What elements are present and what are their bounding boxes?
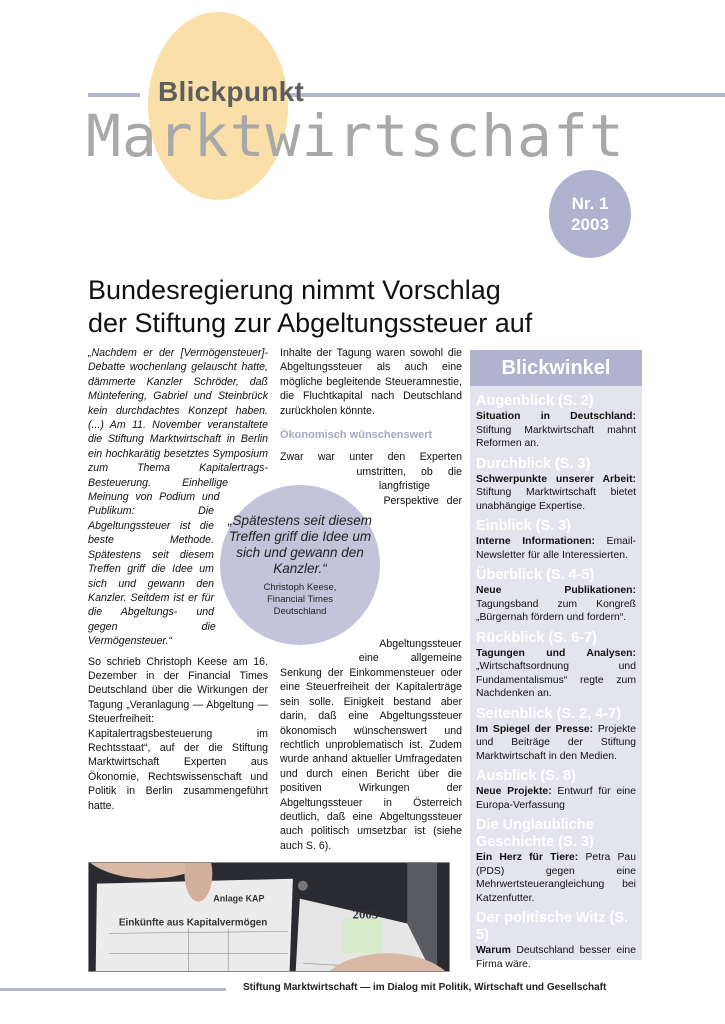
sidebar-item-title: Ausblick (S. 8) [476, 768, 576, 784]
sidebar-item-description [476, 851, 636, 905]
sidebar-item-title: Augenblick (S. 2) [476, 393, 594, 409]
sidebar-item-lead: Interne Informationen: [476, 536, 595, 547]
sidebar-item-description [476, 785, 636, 812]
issue-year: 2003 [571, 215, 609, 234]
article-subheading: Ökonomisch wünschenswert [280, 429, 433, 442]
sidebar-item-lead: Ein Herz für Tiere: [476, 852, 579, 863]
issue-badge [549, 170, 631, 258]
footer-rule [0, 988, 226, 991]
sidebar-item-lead: Im Spiegel der Presse: [476, 723, 594, 735]
sidebar-item-text: Projekte und Beiträge der Stiftung Marktwirtschaft in den Medien. [476, 723, 636, 762]
sidebar-item-text: Tagungsband zum Kongreß „Bürgernah fördern und fordern“. [476, 598, 636, 623]
sidebar-item-description [476, 647, 636, 701]
pull-quote-source [220, 582, 380, 618]
article-photo [88, 862, 450, 972]
sidebar-item-title: Der politische Witz (S. 5) [476, 910, 629, 943]
page-headline [88, 274, 648, 340]
shirt-button [298, 881, 308, 891]
sidebar-item-description [476, 584, 636, 625]
sidebar-item-title: Einblick (S. 3) [476, 518, 572, 534]
sidebar-item-text: Entwurf für eine Europa-Verfassung [476, 786, 636, 811]
sidebar-item-title: Die Unglaubliche Geschichte (S. 3) [476, 817, 594, 850]
sidebar-item-title: Seitenblick (S. 2, 4-7) [476, 705, 622, 722]
footer-tagline: Stiftung Marktwirtschaft — im Dialog mit Politik, Wirtschaft und Gesellschaft [243, 982, 607, 993]
sidebar-item-lead: Situation in Deutschland: [476, 411, 636, 422]
source-line: Financial Times [267, 594, 333, 605]
form-heading: Einkünfte aus Kapitalvermögen [118, 917, 268, 929]
sidebar-item-text: Deutschland besser eine Firma wäre. [476, 945, 636, 970]
masthead-kicker: Blickpunkt [158, 76, 305, 107]
sidebar-blickwinkel [470, 350, 642, 970]
sidebar-item-text: Email-Newsletter für alle Interessierten. [476, 536, 636, 561]
headline-line: Bundesregierung nimmt Vorschlag [88, 275, 501, 305]
pull-quote [220, 485, 380, 645]
article-paragraph: Inhalte der Tagung waren sowohl die Abgeltungssteuer als auch eine mögliche begleitende Steueramnestie, die Fluchtkapital nach Deutschland zurückholen könnte. [280, 347, 462, 417]
sidebar-item-lead: Warum [476, 945, 511, 956]
torn-tax-form-photo [89, 863, 449, 971]
sidebar-item-lead: Schwerpunkte unserer Arbeit: [476, 473, 636, 485]
sidebar-item-text: „Wirtschaftsordnung und Fundamentalismus“ regte zum Nachdenken an. [476, 661, 636, 699]
sidebar-item-lead: Neue Publikationen: [476, 585, 636, 596]
sidebar-title: Blickwinkel [470, 350, 642, 386]
masthead-rule-left [88, 93, 140, 97]
sidebar-item-lead: Tagungen und Analysen: [476, 647, 636, 659]
form-year: 2003 [352, 906, 379, 922]
sidebar-list [470, 386, 642, 971]
sidebar-item-title: Überblick (S. 4-5) [476, 567, 595, 583]
issue-number: Nr. 1 [571, 194, 609, 213]
sidebar-item-description [476, 723, 636, 764]
article-paragraph: So schrieb Christoph Keese am 16. Dezember in der Financial Times Deutschland über die Wirkungen der Tagung „Veranlagung — Abgeltung — Steuerfreiheit: Kapitalertragsbesteuerung im Rechtsstaat“, auf der die Stiftung Marktwirtschaft Experten aus Ökonomie, Rechtswissenschaft und Politik in Berlin zusammengeführt hatte. [88, 655, 268, 812]
sidebar-item-text: Stiftung Marktwirtschaft mahnt Reformen an. [476, 424, 636, 449]
sidebar-item-text: Stiftung Marktwirtschaft bietet unabhängige Expertise. [476, 487, 636, 512]
sidebar-item-description [476, 535, 636, 562]
sidebar-item-description [476, 410, 636, 451]
masthead-title: Marktwirtschaft [86, 102, 625, 170]
sidebar-item-title: Durchblick (S. 3) [476, 455, 591, 472]
pull-quote-text: „Spätestens seit diesem Treffen griff die Idee um sich und gewann den Kanzler.“ [227, 513, 373, 576]
lead-quote: „Nachdem er der [Vermögensteuer]-Debatte wochenlang gelauscht hatte, dämmerte Kanzler Schröder, daß Müntefering, Gabriel und Steinbrück kein durchdachtes Konzept haben. (...) Am 11. November veranstaltete die Stiftung Marktwirtschaft in Berlin ein hochkarätig besetztes Symposium zum Thema Kapitalertrags-Besteuerung. Einhellige Meinung von Podium und Publikum: Die Abgeltungssteuer ist die beste Methode. Spätestens seit diesem Treffen griff die Idee um sich und gewann den Kanzler. Seitdem ist er für die Abgeltungs- und gegen die Vermögensteuer.“ [88, 347, 268, 648]
article-paragraph: Zwar war unter den Experten umstritten, ob die langfristige Perspektive der Abgeltungssteuer eine allgemeine Senkung der Einkommensteuer oder eine Steuerfreiheit der Kapitalerträge sein solle. Einigkeit bestand aber darin, daß eine Abgeltungssteuer ökonomisch wünschenswert und rechtlich unproblematisch ist. Zudem wurde anhand aktueller Umfragedaten und durch einen Bericht über die positiven Wirkungen der Abgeltungssteuer in Österreich deutlich, daß eine Abgeltungssteuer auch politisch umsetzbar ist (siehe auch S. 6). [280, 451, 462, 852]
sidebar-item-text: Petra Pau (PDS) gegen eine Mehrwertsteuerangleichung bei Katzenfutter. [476, 852, 636, 904]
sidebar-item-title: Rückblick (S. 6-7) [476, 629, 597, 646]
source-line: Deutschland [273, 606, 327, 617]
headline-line: der Stiftung zur Abgeltungssteuer auf [88, 308, 533, 338]
sidebar-item-description [476, 944, 636, 971]
sidebar-item-lead: Neue Projekte: [476, 786, 552, 797]
source-line: Christoph Keese, [263, 582, 337, 593]
form-title: Anlage KAP [213, 893, 265, 904]
sidebar-item-description [476, 473, 636, 514]
